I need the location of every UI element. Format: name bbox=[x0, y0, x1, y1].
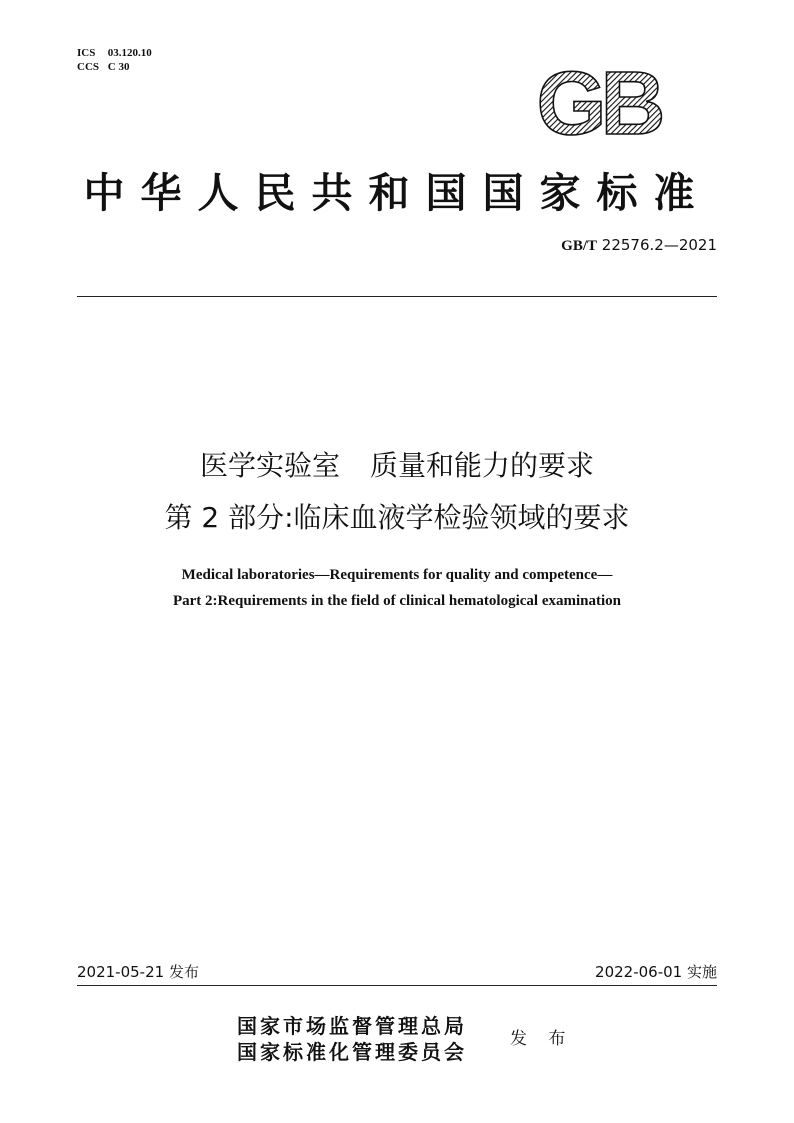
gb-logo bbox=[518, 62, 678, 142]
title-cn-line2: 第 2 部分:临床血液学检验领域的要求 bbox=[164, 501, 630, 534]
document-headline: 中华人民共和国国家标准 bbox=[83, 169, 711, 217]
gb-logo-text: GB bbox=[536, 62, 660, 142]
publisher-samr: 国家市场监督管理总局 bbox=[237, 1014, 467, 1038]
ics-code bbox=[77, 46, 152, 60]
publisher-sac: 国家标准化管理委员会 bbox=[237, 1040, 467, 1064]
title-cn-line1-part-b: 质量和能力的要求 bbox=[370, 449, 595, 482]
issue-date: 2021-05-21 发布 bbox=[77, 963, 199, 981]
classification-codes bbox=[77, 46, 152, 74]
standard-prefix: GB/T bbox=[561, 238, 598, 254]
title-en-line1: Medical laboratories—Requirements for quality and competence— bbox=[181, 567, 613, 583]
title-cn-line1 bbox=[0, 444, 794, 484]
footer-rule bbox=[77, 985, 717, 986]
ics-value: 03.120.10 bbox=[107, 47, 152, 59]
ccs-code bbox=[77, 60, 152, 74]
publish-action: 发 布 bbox=[510, 1029, 574, 1049]
standard-number bbox=[561, 236, 717, 255]
effective-date: 2022-06-01 实施 bbox=[595, 963, 717, 981]
title-cn-line1-part-a: 医学实验室 bbox=[199, 449, 340, 482]
header-rule bbox=[77, 296, 717, 297]
title-en-line2: Part 2:Requirements in the field of clinical hematological examination bbox=[172, 593, 621, 609]
ccs-value: C 30 bbox=[107, 61, 130, 73]
ics-label: ICS bbox=[77, 47, 96, 59]
ccs-label: CCS bbox=[77, 61, 100, 73]
standard-code: 22576.2—2021 bbox=[601, 236, 717, 254]
